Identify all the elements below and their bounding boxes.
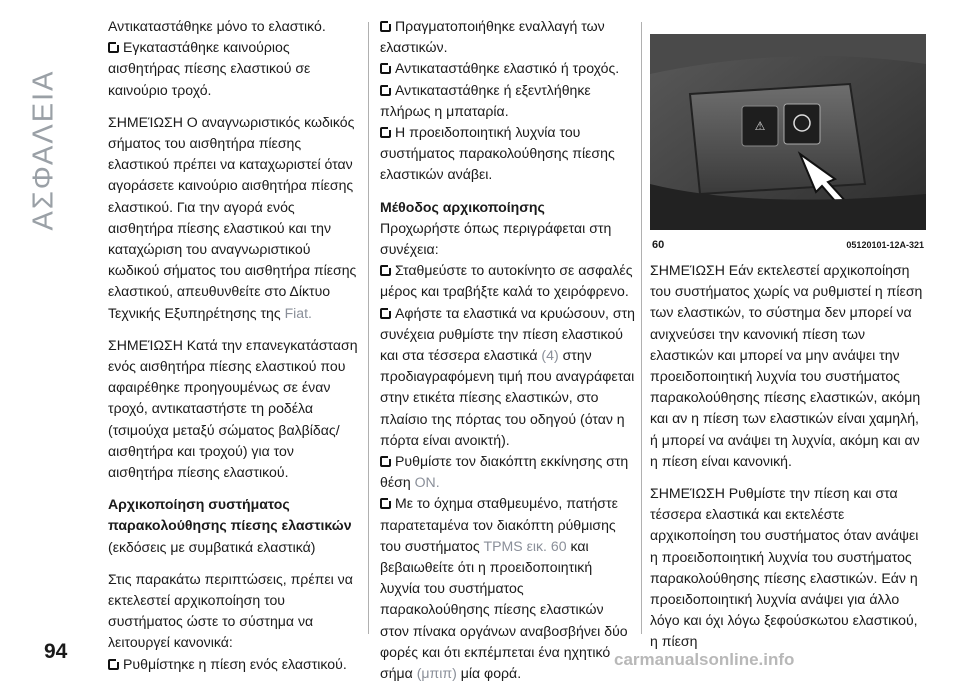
checkbox-bullet-icon bbox=[380, 456, 391, 467]
list-item: Ρυθμίστηκε η πίεση ενός ελαστικού. bbox=[108, 654, 358, 675]
section-title: ΑΣΦΑΛΕΙΑ bbox=[27, 69, 60, 231]
checkbox-bullet-icon bbox=[380, 498, 391, 509]
paragraph: Αντικαταστάθηκε μόνο το ελαστικό. bbox=[108, 18, 326, 34]
column-2 bbox=[380, 16, 636, 684]
section-heading: Αρχικοποίηση συστήματος παρακολούθησης πίεσης ελαστικών bbox=[108, 496, 352, 534]
heading-note: (εκδόσεις με συμβατικά ελαστικά) bbox=[108, 538, 316, 555]
checkbox-bullet-icon bbox=[108, 42, 119, 53]
column-divider bbox=[641, 22, 642, 634]
list-item: Εγκαταστάθηκε καινούριος αισθητήρας πίεσης ελαστικού σε καινούριο τροχό. bbox=[108, 39, 311, 98]
checkbox-bullet-icon bbox=[108, 659, 119, 670]
reference: (4) bbox=[541, 347, 559, 364]
column-3 bbox=[650, 260, 926, 664]
checkbox-bullet-icon bbox=[380, 63, 391, 74]
list-item: Πραγματοποιήθηκε εναλλαγή των ελαστικών. bbox=[380, 18, 605, 56]
method-heading: Μέθοδος αρχικοποίησης bbox=[380, 198, 545, 215]
dashboard-switch-photo bbox=[650, 34, 926, 230]
tpms-switch-illustration bbox=[650, 34, 926, 230]
list-item: Αντικαταστάθηκε ελαστικό ή τροχός. bbox=[380, 58, 636, 79]
note-paragraph: ΣΗΜΕΊΩΣΗ Εάν εκτελεστεί αρχικοποίηση του συστήματος χωρίς να ρυθμιστεί η πίεση των ελαστικών, το σύστημα δεν μπορεί να ανιχνεύσει την κανονική πίεση των ελαστικών και μπορεί να μην ανάψει την προειδοποιητική λυχνία του συστήματος παρακολούθησης πίεσης ελαστικών, ακόμη και αν η πίεση των ελαστικών είναι χαμηλή, ή μπορεί να ανάψει τη λυχνία, ακόμη και αν η πίεση είναι κανονική. bbox=[650, 262, 923, 469]
step-item: Ρυθμίστε τον διακόπτη εκκίνησης στη θέση ON. bbox=[380, 453, 629, 491]
note-paragraph: ΣΗΜΕΊΩΣΗ Κατά την επανεγκατάσταση ενός αισθητήρα πίεσης ελαστικού που αφαιρέθηκε προηγουμένως σε έναν τροχό, αντικαταστήστε τη ροδέλα (τσιμούχα μεταξύ σώματος βαλβίδας/αισθητήρα και τροχού) για τον αισθητήρα πίεσης ελαστικού. bbox=[108, 336, 358, 481]
list-item: Η προειδοποιητική λυχνία του συστήματος παρακολούθησης πίεσης ελαστικών ανάβει. bbox=[380, 124, 615, 183]
checkbox-bullet-icon bbox=[380, 21, 391, 32]
page-number: 94 bbox=[44, 640, 68, 663]
column-1 bbox=[108, 16, 358, 686]
note-paragraph: ΣΗΜΕΊΩΣΗ Ρυθμίστε την πίεση και στα τέσσερα ελαστικά και εκτελέστε αρχικοποίηση του συστήματος όταν ανάψει η προειδοποιητική λυχνία του συστήματος παρακολούθησης πίεσης ελαστικών. Εάν η προειδοποιητική λυχνία ανάψει για άλλο λόγο και όχι λόγω ξεφούσκωτου ελαστικού, η πίεση bbox=[650, 485, 919, 650]
figure-reference: TPMS εικ. 60 bbox=[483, 537, 567, 554]
checkbox-bullet-icon bbox=[380, 85, 391, 96]
checkbox-bullet-icon bbox=[380, 127, 391, 138]
figure-code: 05120101-12A-321 bbox=[846, 240, 924, 250]
switch-position: ON. bbox=[414, 474, 440, 491]
step-item: Αφήστε τα ελαστικά να κρυώσουν, στη συνέχεια ρυθμίστε την πίεση ελαστικού και στα τέσσερα ελαστικά (4) στην προδιαγραφόμενη τιμή που αναγράφεται στην ετικέτα πίεσης ελαστικών, στο πλαίσιο της πόρτας του οδηγού (όταν η πόρτα είναι ανοικτή). bbox=[380, 304, 635, 448]
beep-note: (μπιπ) bbox=[416, 665, 457, 682]
column-divider bbox=[368, 22, 369, 634]
paragraph: Προχωρήστε όπως περιγράφεται στη συνέχεια: bbox=[380, 219, 612, 258]
figure-number: 60 bbox=[652, 239, 665, 251]
step-item: Σταθμεύστε το αυτοκίνητο σε ασφαλές μέρος και τραβήξτε καλά το χειρόφρενο. bbox=[380, 262, 633, 300]
checkbox-bullet-icon bbox=[380, 265, 391, 276]
note-paragraph: ΣΗΜΕΊΩΣΗ Ο αναγνωριστικός κωδικός σήματος του αισθητήρα πίεσης ελαστικού πρέπει να καταχωριστεί όταν αγοράσετε καινούριο αισθητήρα πίεσης ελαστικού. Για την αγορά ενός αισθητήρα πίεσης ελαστικού και την καταχώριση του αναγνωριστικού κωδικού σήματος του αισθητήρα πίεσης ελαστικού, απευθυνθείτε στο Δίκτυο Τεχνικής Εξυπηρέτησης της Fiat. bbox=[108, 113, 357, 321]
checkbox-bullet-icon bbox=[380, 308, 391, 319]
svg-text:⚠: ⚠ bbox=[754, 119, 766, 133]
step-item: Με το όχημα σταθμευμένο, πατήστε παρατεταμένα τον διακόπτη ρύθμισης του συστήματος TPMS εικ. 60 και βεβαιωθείτε ότι η προειδοποιητική λυχνία του συστήματος παρακολούθησης πίεσης ελαστικών στον πίνακα οργάνων αναβοσβήνει δύο φορές και ότι εκπέμπεται ένα ηχητικό σήμα (μπιπ) μία φορά. bbox=[380, 495, 628, 682]
brand-name: Fiat. bbox=[284, 304, 312, 321]
list-item: Αντικαταστάθηκε ή εξεντλήθηκε πλήρως η μπαταρία. bbox=[380, 81, 591, 119]
paragraph: Στις παρακάτω περιπτώσεις, πρέπει να εκτελεστεί αρχικοποίηση του συστήματος ώστε το σύστημα να λειτουργεί κανονικά: bbox=[108, 570, 353, 651]
watermark: carmanualsonline.info bbox=[614, 650, 795, 669]
